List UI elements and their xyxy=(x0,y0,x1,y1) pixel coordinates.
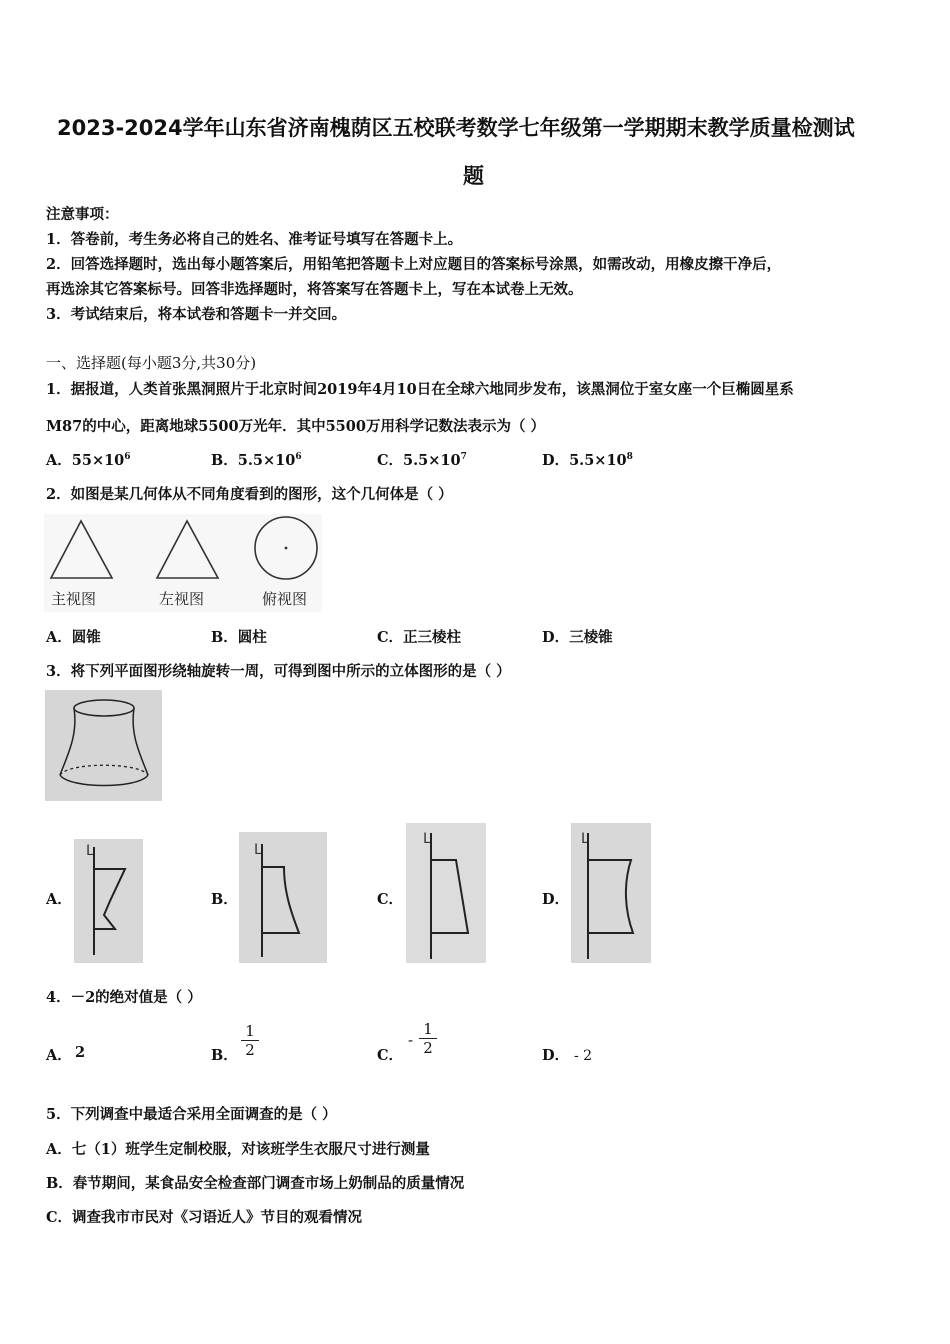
q1-option-a: A．$55\times 10^6$ xyxy=(46,452,131,469)
fraction-denominator: 2 xyxy=(419,1038,437,1057)
q1-option-d: D．$5.5\times 10^8$ xyxy=(542,452,633,469)
q3-option-c-svg xyxy=(406,823,486,963)
q4-option-c-fraction xyxy=(419,1020,437,1057)
fraction-denominator: 2 xyxy=(241,1040,259,1059)
svg-text:L: L xyxy=(86,843,94,859)
frustum-solid-image xyxy=(45,690,162,801)
q5-option-b: B．春节期间，某食品安全检查部门调查市场上奶制品的质量情况 xyxy=(46,1175,465,1192)
q3-option-b-image xyxy=(239,832,327,963)
exam-title-line2: 题 xyxy=(463,164,484,188)
front-view-caption: 主视图 xyxy=(51,590,97,608)
question-2: 2．如图是某几何体从不同角度看到的图形，这个几何体是（ ） xyxy=(46,486,453,503)
notes-heading: 注意事项： xyxy=(46,206,119,223)
side-view-caption: 左视图 xyxy=(159,590,205,608)
q2-option-c: C．正三棱柱 xyxy=(377,629,462,646)
top-view-center-dot xyxy=(285,547,288,550)
q2-option-d: D．三棱锥 xyxy=(542,629,613,646)
note-item: 3．考试结束后，将本试卷和答题卡一并交回。 xyxy=(46,306,347,323)
q4-label-d: D． xyxy=(542,1047,570,1064)
q3-label-a: A． xyxy=(46,891,72,908)
q3-label-c: C． xyxy=(377,891,404,908)
top-view-caption: 俯视图 xyxy=(262,590,308,608)
q5-option-a: A．七（1）班学生定制校服，对该班学生衣服尺寸进行测量 xyxy=(46,1141,430,1158)
q4-label-b: B． xyxy=(211,1047,238,1064)
question-3: 3．将下列平面图形绕轴旋转一周，可得到图中所示的立体图形的是（ ） xyxy=(46,663,511,680)
q4-option-d-value: - 2 xyxy=(574,1048,593,1064)
q4-option-c-sign: - xyxy=(408,1031,414,1049)
q4-label-c: C． xyxy=(377,1047,404,1064)
q3-option-d-svg xyxy=(571,823,651,963)
q3-option-c-image xyxy=(406,823,486,963)
note-item: 再选涂其它答案标号。回答非选择题时，将答案写在答题卡上，写在本试卷上无效。 xyxy=(46,281,583,298)
q4-option-a-value: 2 xyxy=(75,1044,86,1061)
q4-label-a: A． xyxy=(46,1047,72,1064)
question-1-line1: 1．据报道，人类首张黑洞照片于北京时间2019年4月10日在全球六地同步发布，该黑洞位于室女座一个巨椭圆星系 xyxy=(46,381,794,398)
q3-label-b: B． xyxy=(211,891,238,908)
q1-option-b: B．$5.5\times 10^6$ xyxy=(211,452,302,469)
q1-option-c: C．$5.5\times 10^7$ xyxy=(377,452,467,469)
question-1-line2: M87的中心，距离地球5500万光年．其中5500万用科学记数法表示为（ ） xyxy=(46,418,545,435)
section-heading: 一、选择题(每小题3分,共30分) xyxy=(46,354,257,372)
q3-option-a-image xyxy=(74,839,143,963)
frustum-solid-svg xyxy=(45,690,162,801)
q5-option-c: C．调查我市市民对《习语近人》节目的观看情况 xyxy=(46,1209,363,1226)
note-item: 1．答卷前，考生务必将自己的姓名、准考证号填写在答题卡上。 xyxy=(46,231,463,248)
q3-label-d: D． xyxy=(542,891,570,908)
note-item: 2．回答选择题时，选出每小题答案后，用铅笔把答题卡上对应题目的答案标号涂黑，如需改动，用橡皮擦干净后， xyxy=(46,256,782,273)
three-views-figure xyxy=(44,514,322,612)
q2-option-a: A．圆锥 xyxy=(46,629,101,646)
fraction-numerator: 1 xyxy=(245,1022,255,1040)
q3-option-a-svg xyxy=(74,839,143,963)
svg-text:L: L xyxy=(254,842,262,858)
fraction-numerator: 1 xyxy=(423,1020,433,1038)
svg-text:L: L xyxy=(423,831,431,847)
question-4: 4．－2的绝对值是（ ） xyxy=(46,989,202,1006)
q2-option-b: B．圆柱 xyxy=(211,629,267,646)
q4-option-b-fraction xyxy=(241,1022,259,1059)
q3-option-b-svg xyxy=(239,832,327,963)
svg-text:L: L xyxy=(581,831,589,847)
q3-option-d-image xyxy=(571,823,651,963)
question-5: 5．下列调查中最适合采用全面调查的是（ ） xyxy=(46,1106,337,1123)
exam-title-line1: 2023-2024学年山东省济南槐荫区五校联考数学七年级第一学期期末教学质量检测试 xyxy=(57,116,855,140)
